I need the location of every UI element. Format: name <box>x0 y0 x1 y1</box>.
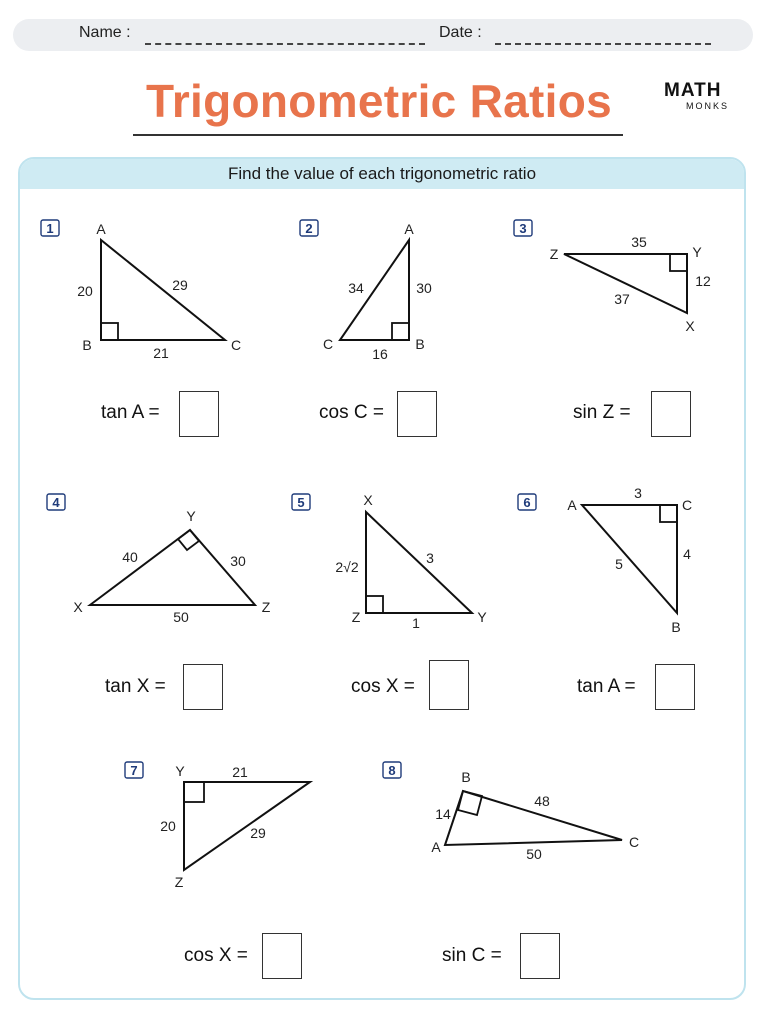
vertex-label: B <box>82 337 92 353</box>
question-1-label: tan A = <box>101 402 160 423</box>
side-label: 30 <box>230 553 246 569</box>
answer-box-2[interactable] <box>397 391 437 437</box>
question-6-label: tan A = <box>577 676 636 697</box>
vertex-label: A <box>431 839 441 855</box>
right-angle-marker <box>101 323 118 340</box>
side-label: 20 <box>160 818 176 834</box>
vertex-label: Z <box>174 874 184 890</box>
right-angle-marker <box>458 791 482 815</box>
side-label: 40 <box>122 549 138 565</box>
side-label: 16 <box>372 346 388 362</box>
question-8-label: sin C = <box>442 945 502 966</box>
vertex-label: Y <box>477 609 487 625</box>
problem-8-number: 8 <box>388 763 396 778</box>
side-label: 29 <box>172 277 188 293</box>
vertex-label: Z <box>351 609 361 625</box>
side-label: 12 <box>695 273 711 289</box>
vertex-label: C <box>628 834 640 850</box>
answer-box-1[interactable] <box>179 391 219 437</box>
side-label: 34 <box>348 280 364 296</box>
problem-2-figure <box>300 220 432 362</box>
date-label: Date : <box>439 24 482 41</box>
side-label: 3 <box>634 485 642 501</box>
side-label: 21 <box>232 764 248 780</box>
side-label: 4 <box>683 546 691 562</box>
side-label: 21 <box>153 345 169 361</box>
question-5-label: cos X = <box>351 676 415 697</box>
vertex-label: Y <box>692 244 702 260</box>
vertex-label: B <box>461 769 471 785</box>
right-angle-marker <box>178 530 199 550</box>
logo-main-text: MATH <box>664 80 722 101</box>
question-3-label: sin Z = <box>573 402 631 423</box>
problem-3-number: 3 <box>519 221 527 236</box>
right-angle-marker <box>184 782 204 802</box>
side-label: 30 <box>416 280 432 296</box>
triangle-7 <box>184 782 310 870</box>
side-label: 35 <box>631 234 647 250</box>
problem-5-number: 5 <box>297 495 305 510</box>
answer-box-3[interactable] <box>651 391 691 437</box>
vertex-label: Z <box>261 599 271 615</box>
problem-6-figure <box>518 485 692 635</box>
right-angle-marker <box>670 254 687 271</box>
vertex-label: A <box>96 221 106 237</box>
question-2-label: cos C = <box>319 402 384 423</box>
problem-7-number: 7 <box>130 763 138 778</box>
answer-box-4[interactable] <box>183 664 223 710</box>
side-label: 50 <box>173 609 189 625</box>
side-label: 2√2 <box>335 559 359 575</box>
side-label: 5 <box>615 556 623 572</box>
answer-box-6[interactable] <box>655 664 695 710</box>
answer-box-5[interactable] <box>429 660 469 710</box>
question-7-label: cos X = <box>184 945 248 966</box>
side-label: 48 <box>534 793 550 809</box>
vertex-label: C <box>322 336 334 352</box>
problem-1-number: 1 <box>46 221 54 236</box>
side-label: 50 <box>526 846 542 862</box>
name-label: Name : <box>79 24 131 41</box>
triangle-5 <box>366 512 472 613</box>
vertex-label: C <box>230 337 242 353</box>
problem-1-figure <box>41 220 241 361</box>
problem-8-figure <box>383 762 639 862</box>
side-label: 1 <box>412 615 420 631</box>
side-label: 14 <box>435 806 451 822</box>
problem-6-number: 6 <box>523 495 531 510</box>
problem-4-number: 4 <box>52 495 60 510</box>
problem-4-figure <box>47 494 271 625</box>
problem-2-number: 2 <box>305 221 313 236</box>
vertex-label: C <box>681 497 693 513</box>
vertex-label: Z <box>549 246 559 262</box>
right-angle-marker <box>392 323 409 340</box>
vertex-label: B <box>671 619 681 635</box>
vertex-label: Y <box>186 508 196 524</box>
right-angle-marker <box>366 596 383 613</box>
vertex-label: X <box>685 318 695 334</box>
vertex-label: A <box>404 221 414 237</box>
vertex-label: Y <box>175 763 185 779</box>
answer-box-7[interactable] <box>262 933 302 979</box>
logo-sub-text: MONKS <box>686 101 730 111</box>
answer-box-8[interactable] <box>520 933 560 979</box>
page-title: Trigonometric Ratios <box>145 75 613 127</box>
question-4-label: tan X = <box>105 676 166 697</box>
triangle-1 <box>101 240 225 340</box>
vertex-label: A <box>567 497 577 513</box>
right-angle-marker <box>660 505 677 522</box>
vertex-label: X <box>363 492 373 508</box>
vertex-label: X <box>73 599 83 615</box>
problem-3-figure <box>514 220 711 334</box>
instructions: Find the value of each trigonometric ratio <box>20 159 744 189</box>
side-label: 20 <box>77 283 93 299</box>
problem-7-figure <box>125 762 310 890</box>
side-label: 29 <box>250 825 266 841</box>
side-label: 3 <box>426 550 434 566</box>
side-label: 37 <box>614 291 630 307</box>
problem-5-figure <box>292 492 487 631</box>
vertex-label: B <box>415 336 425 352</box>
